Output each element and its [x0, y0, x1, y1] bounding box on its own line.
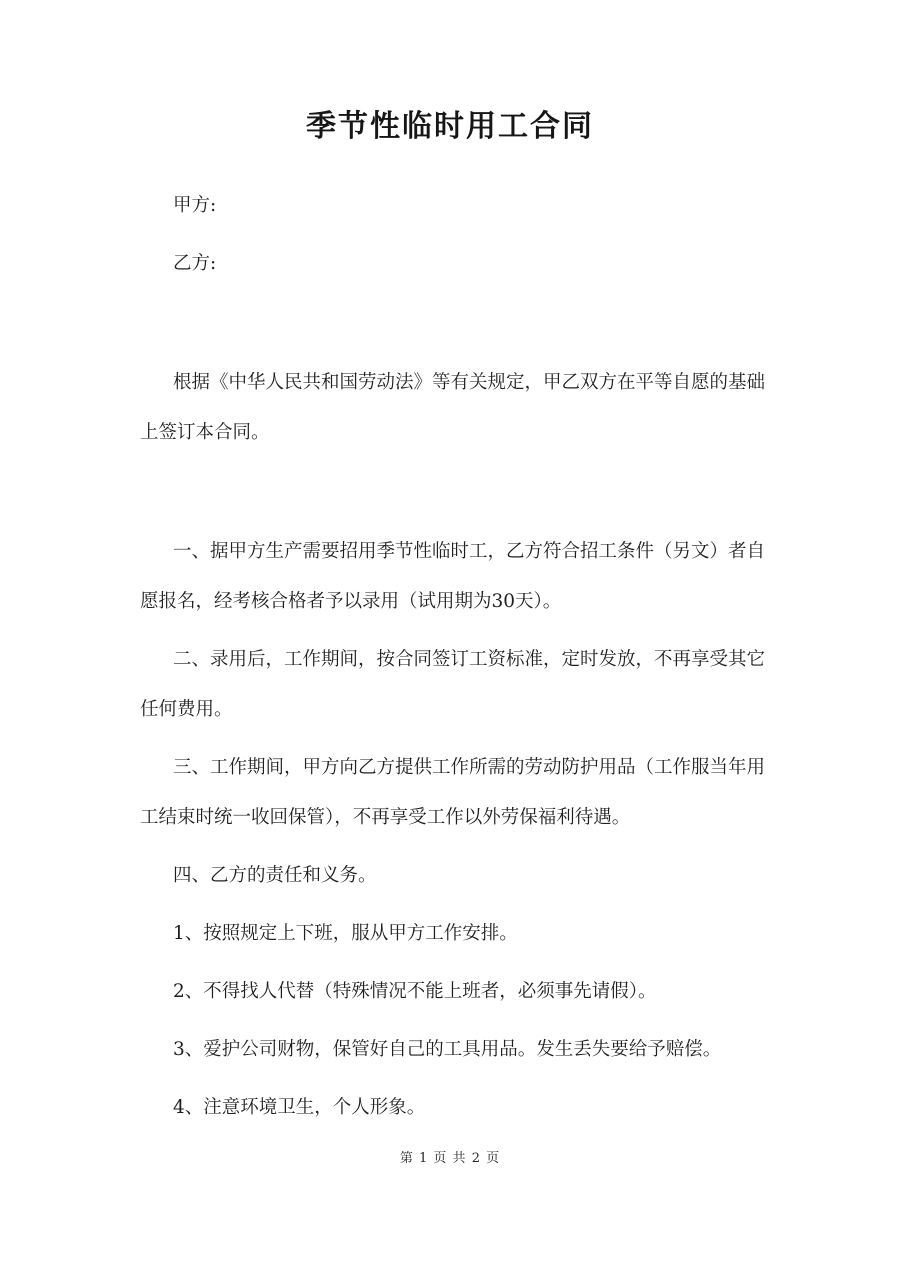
party-a-row	[140, 181, 770, 231]
paragraph-line: 根据《中华人民共和国劳动法》等有关规定，甲乙双方在平等自愿的基础	[173, 372, 766, 393]
paragraph-line: 一、据甲方生产需要招用季节性临时工，乙方符合招工条件（另文）者自	[173, 541, 766, 562]
paragraph-line: 愿报名，经考核合格者予以录用（试用期为30天）。	[140, 591, 562, 612]
paragraph-clause-2	[140, 635, 770, 735]
document-body	[0, 181, 900, 1133]
blank-line	[140, 466, 770, 527]
page-number-footer: 第 1 页 共 2 页	[399, 1151, 501, 1166]
paragraph-item-4	[140, 1083, 770, 1133]
paragraph-line: 四、乙方的责任和义务。	[173, 865, 377, 886]
paragraph-line: 任何费用。	[140, 699, 233, 720]
paragraph-clause-3	[140, 743, 770, 843]
paragraph-line: 2、不得找人代替（特殊情况不能上班者，必须事先请假）。	[173, 981, 657, 1002]
party-b-label: 乙方:	[173, 253, 217, 274]
paragraph-line: 4、注意环境卫生，个人形象。	[173, 1097, 426, 1118]
paragraph-line: 1、按照规定上下班，服从甲方工作安排。	[173, 923, 518, 944]
paragraph-clause-1	[140, 527, 770, 627]
paragraph-line: 三、工作期间，甲方向乙方提供工作所需的劳动防护用品（工作服当年用	[173, 757, 766, 778]
blank-line	[140, 297, 770, 358]
document-title: 季节性临时用工合同	[306, 110, 594, 143]
party-a-label: 甲方:	[173, 195, 217, 216]
paragraph-clause-4	[140, 851, 770, 901]
paragraph-line: 3、爱护公司财物，保管好自己的工具用品。发生丢失要给予赔偿。	[173, 1039, 722, 1060]
paragraph-line: 上签订本合同。	[140, 422, 270, 443]
paragraph-item-1	[140, 909, 770, 959]
paragraph-intro	[140, 358, 770, 458]
party-b-row	[140, 239, 770, 289]
paragraph-line: 二、录用后，工作期间，按合同签订工资标准，定时发放，不再享受其它	[173, 649, 766, 670]
paragraph-item-3	[140, 1025, 770, 1075]
paragraph-line: 工结束时统一收回保管），不再享受工作以外劳保福利待遇。	[140, 807, 631, 828]
paragraph-item-2	[140, 967, 770, 1017]
